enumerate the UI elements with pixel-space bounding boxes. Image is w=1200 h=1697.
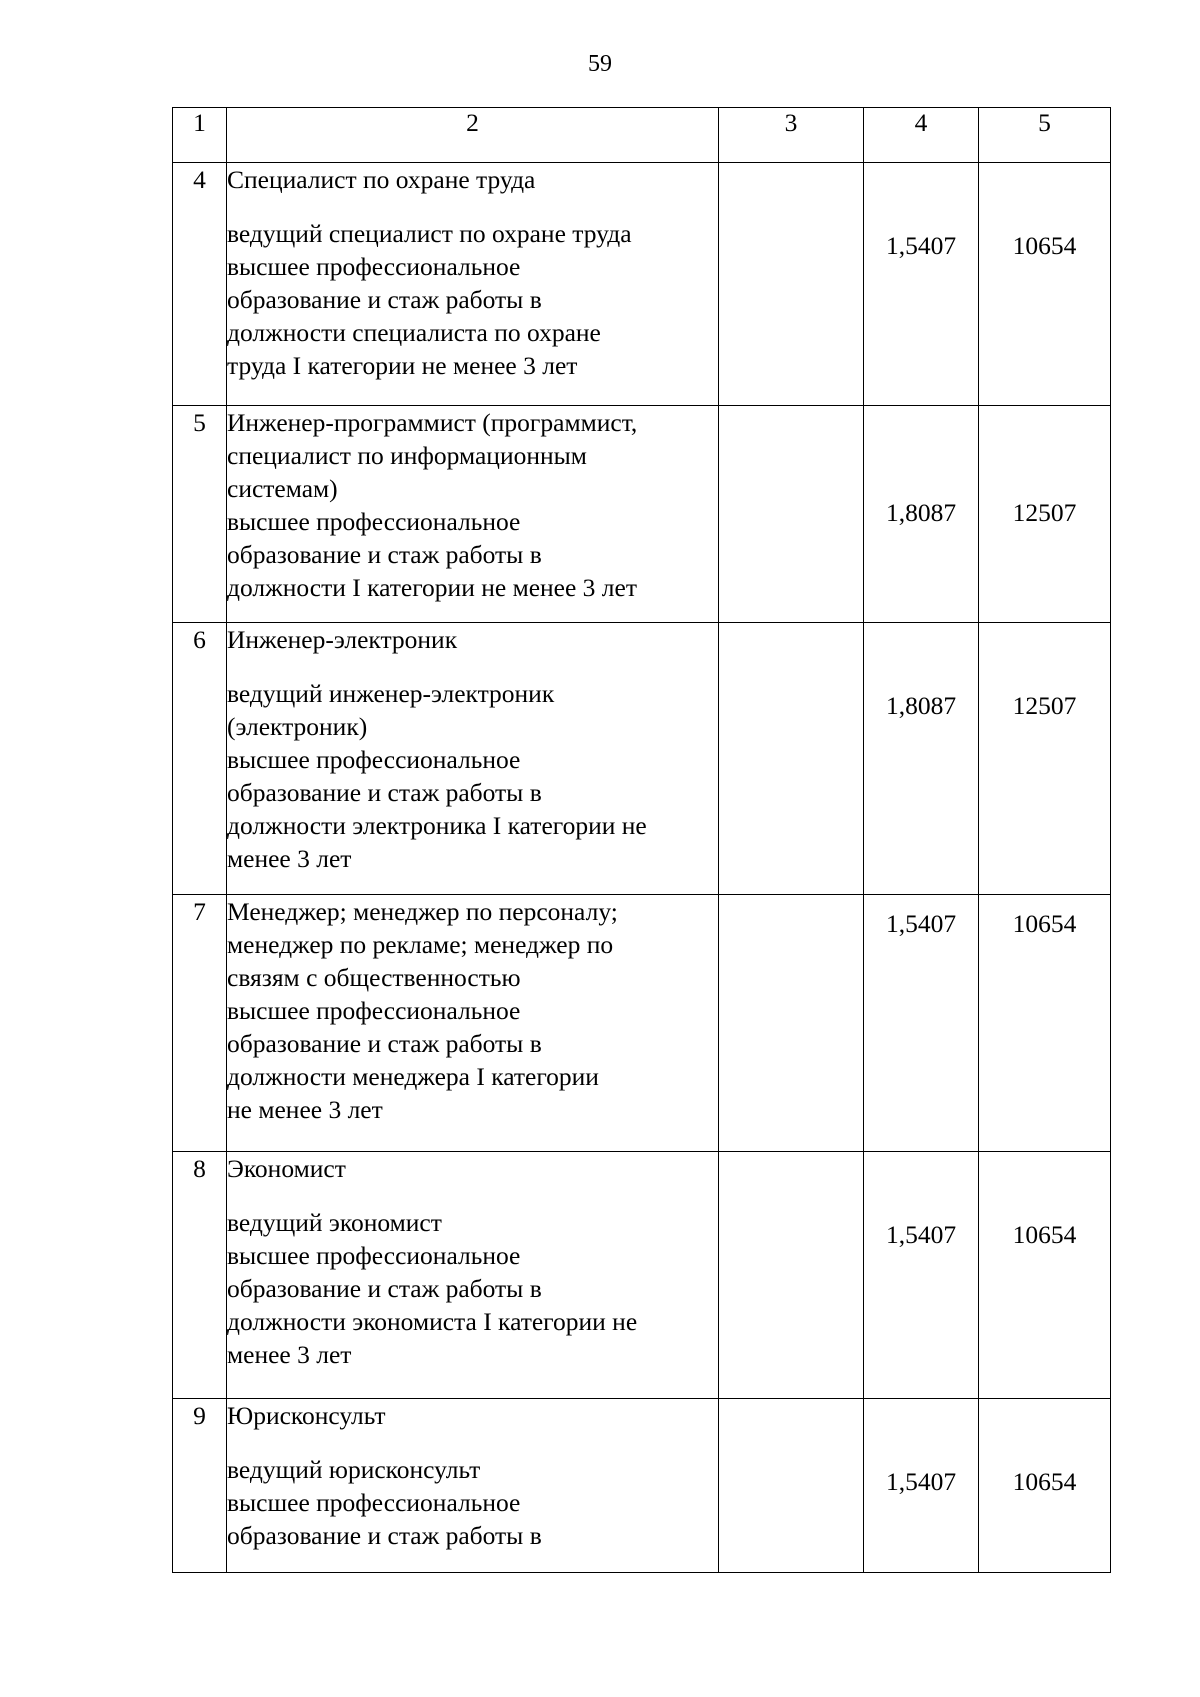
description-line: системам)	[227, 474, 338, 503]
description-line: высшее профессиональное	[227, 252, 521, 281]
description-line: высшее профессиональное	[227, 996, 521, 1025]
salary-cell: 10654	[979, 1399, 1111, 1573]
row-number: 5	[173, 406, 227, 623]
table-row	[173, 163, 1111, 406]
description-line: ведущий экономист	[227, 1208, 442, 1237]
description-line: образование и стаж работы в	[227, 1029, 542, 1058]
position-description	[227, 1152, 719, 1399]
description-line: высшее профессиональное	[227, 1241, 521, 1270]
table-row	[173, 623, 1111, 895]
description-line: должности электроника I категории не	[227, 811, 647, 840]
description-line: менее 3 лет	[227, 1340, 352, 1369]
position-title: Специалист по охране труда	[227, 165, 536, 194]
description-line: образование и стаж работы в	[227, 1274, 542, 1303]
position-description	[227, 623, 719, 895]
position-description	[227, 895, 719, 1152]
description-line: специалист по информационным	[227, 441, 587, 470]
description-line: образование и стаж работы в	[227, 778, 542, 807]
coefficient-cell: 1,8087	[864, 623, 979, 895]
table-row	[173, 406, 1111, 623]
page-number: 59	[588, 51, 612, 77]
col3-cell	[719, 1399, 864, 1573]
description-line: должности специалиста по охране	[227, 318, 601, 347]
table-header-row	[173, 108, 1111, 163]
coefficient-cell: 1,5407	[864, 1399, 979, 1573]
table-row	[173, 895, 1111, 1152]
salary-cell: 10654	[979, 163, 1111, 406]
col3-cell	[719, 623, 864, 895]
table-row	[173, 1152, 1111, 1399]
description-line: должности менеджера I категории	[227, 1062, 599, 1091]
description-line: ведущий специалист по охране труда	[227, 219, 632, 248]
header-col-2: 2	[227, 108, 719, 163]
description-line: образование и стаж работы в	[227, 285, 542, 314]
salary-cell: 12507	[979, 406, 1111, 623]
col3-cell	[719, 1152, 864, 1399]
position-title: Экономист	[227, 1154, 346, 1183]
coefficient-cell: 1,5407	[864, 895, 979, 1152]
position-description	[227, 163, 719, 406]
col3-cell	[719, 163, 864, 406]
description-line: высшее профессиональное	[227, 745, 521, 774]
description-line: Инженер-программист (программист,	[227, 408, 638, 437]
coefficient-cell: 1,8087	[864, 406, 979, 623]
header-col-1: 1	[173, 108, 227, 163]
description-line: ведущий инженер-электроник	[227, 679, 555, 708]
description-line: менеджер по рекламе; менеджер по	[227, 930, 614, 959]
col3-cell	[719, 895, 864, 1152]
description-line: образование и стаж работы в	[227, 1521, 542, 1550]
description-line: высшее профессиональное	[227, 1488, 521, 1517]
description-line: труда I категории не менее 3 лет	[227, 351, 578, 380]
header-col-3: 3	[719, 108, 864, 163]
coefficient-cell: 1,5407	[864, 163, 979, 406]
position-description	[227, 406, 719, 623]
row-number: 4	[173, 163, 227, 406]
row-number: 6	[173, 623, 227, 895]
position-title: Инженер-электроник	[227, 625, 458, 654]
header-col-4: 4	[864, 108, 979, 163]
coefficient-cell: 1,5407	[864, 1152, 979, 1399]
position-title: Юрисконсульт	[227, 1401, 386, 1430]
salary-cell: 10654	[979, 895, 1111, 1152]
col3-cell	[719, 406, 864, 623]
row-number: 9	[173, 1399, 227, 1573]
position-description	[227, 1399, 719, 1573]
description-line: (электроник)	[227, 712, 368, 741]
description-line: образование и стаж работы в	[227, 540, 542, 569]
row-number: 8	[173, 1152, 227, 1399]
salary-cell: 10654	[979, 1152, 1111, 1399]
description-line: ведущий юрисконсульт	[227, 1455, 481, 1484]
salary-cell: 12507	[979, 623, 1111, 895]
description-line: не менее 3 лет	[227, 1095, 383, 1124]
description-line: должности экономиста I категории не	[227, 1307, 638, 1336]
header-col-5: 5	[979, 108, 1111, 163]
table-row	[173, 1399, 1111, 1573]
description-line: должности I категории не менее 3 лет	[227, 573, 637, 602]
description-line: высшее профессиональное	[227, 507, 521, 536]
description-line: связям с общественностью	[227, 963, 521, 992]
row-number: 7	[173, 895, 227, 1152]
description-line: менее 3 лет	[227, 844, 352, 873]
description-line: Менеджер; менеджер по персоналу;	[227, 897, 618, 926]
positions-table	[172, 107, 1111, 1573]
